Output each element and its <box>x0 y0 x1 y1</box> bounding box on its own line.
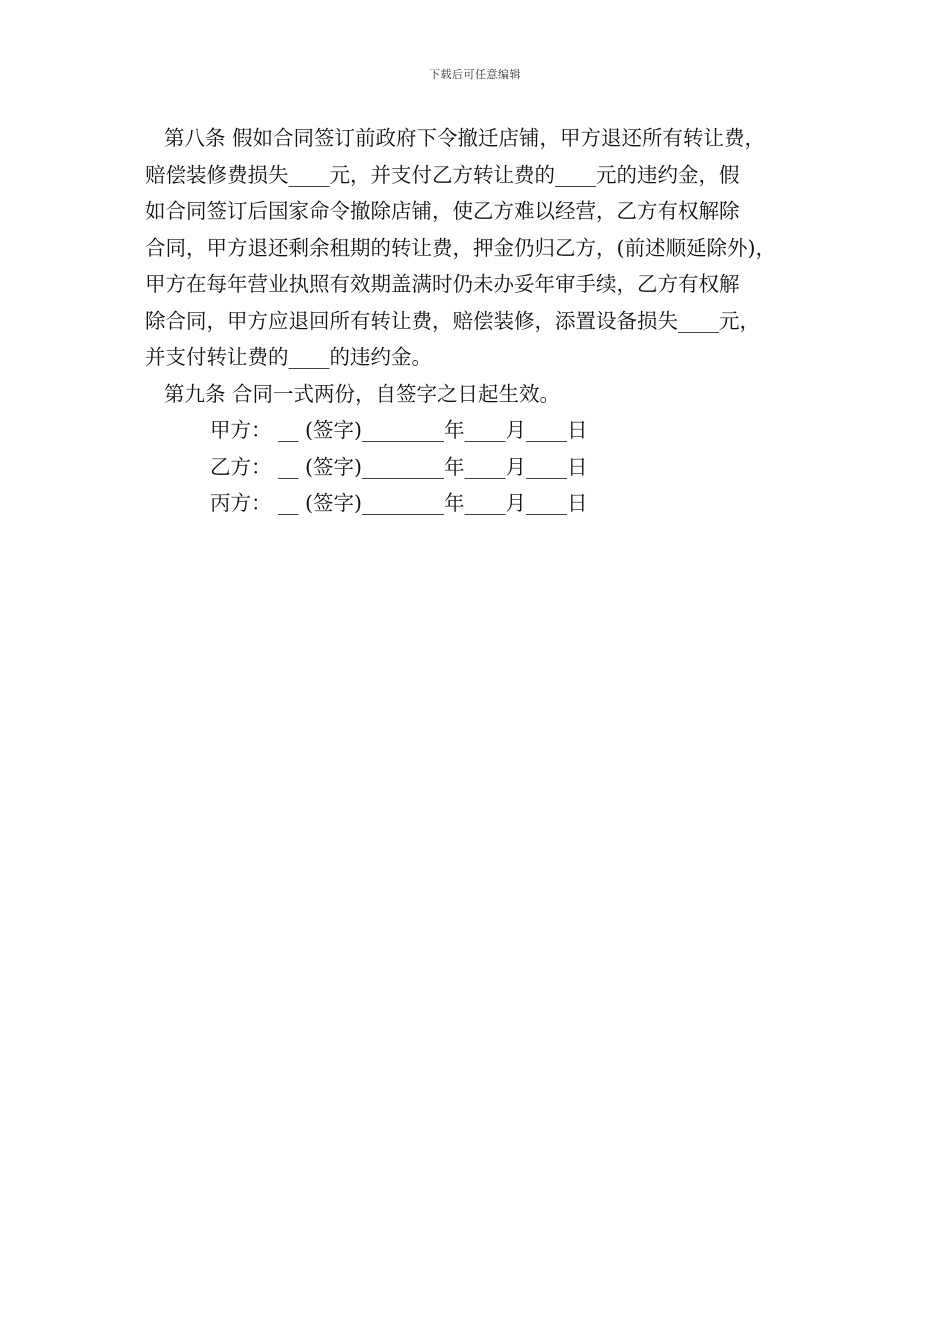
article-8-line: 合同，甲方退还剩余租期的转让费，押金仍归乙方，(前述顺延除外)， <box>145 235 776 260</box>
article-8-line: 除合同，甲方应退回所有转让费，赔偿装修，添置设备损失____元， <box>145 308 760 333</box>
article-8-line: 第八条 假如合同签订前政府下令撤迁店铺，甲方退还所有转让费， <box>164 126 766 150</box>
article-8-line: 并支付转让费的____的违约金。 <box>145 345 432 369</box>
article-8-line: 赔偿装修费损失____元，并支付乙方转让费的____元的违约金，假 <box>145 162 740 187</box>
article-8-line: 甲方在每年营业执照有效期盖满时仍未办妥年审手续，乙方有权解 <box>145 272 740 296</box>
signature-line-party-b: 乙方： __ (签字)________年____月____日 <box>210 454 588 479</box>
signature-line-party-c: 丙方： __ (签字)________年____月____日 <box>210 491 588 515</box>
article-8-line: 如合同签订后国家命令撤除店铺，使乙方难以经营，乙方有权解除 <box>145 199 740 223</box>
document-body <box>145 120 845 522</box>
article-9: 第九条 合同一式两份，自签字之日起生效。 <box>164 381 561 406</box>
signature-line-party-a: 甲方： __ (签字)________年____月____日 <box>210 418 588 442</box>
page-header: 下载后可任意编辑 <box>429 68 521 81</box>
